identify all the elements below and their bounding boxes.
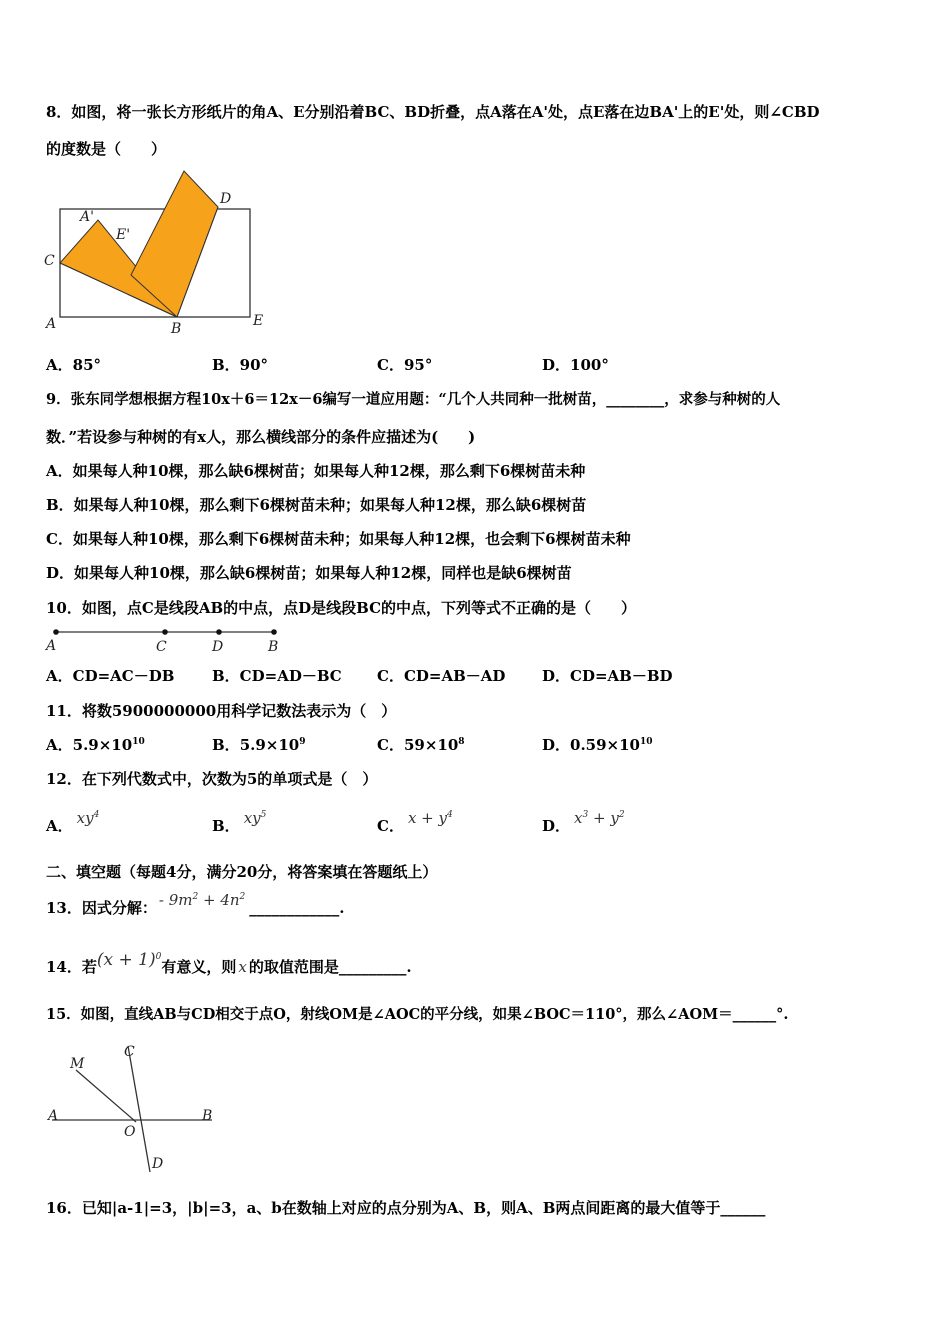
q14-var: x <box>238 958 247 976</box>
q8-label-e: E <box>253 313 264 329</box>
q15-label-c: C <box>124 1044 135 1060</box>
q16-stem: 16．已知|a-1|=3，|b|=3，a、b在数轴上对应的点分别为A、B，则A、B两点间距离的最大值等于______ <box>46 1199 766 1217</box>
q10-point-a <box>53 629 59 635</box>
q11-option-c-label: C． <box>377 736 404 754</box>
q8-label-e-prime: E' <box>116 227 131 243</box>
q12-option-b <box>212 808 267 835</box>
q14-exp: 0 <box>155 952 162 962</box>
q8-figure <box>40 165 280 340</box>
q10-point-c <box>162 629 168 635</box>
q10-option-a: A．CD=AC－DB <box>46 667 175 685</box>
q8-label-b: B <box>171 321 182 337</box>
q8-label-a: A <box>46 316 57 332</box>
q13-expr-a: - 9m <box>158 891 193 909</box>
q12-option-d <box>542 808 625 835</box>
q10-stem: 10．如图，点C是线段AB的中点，点D是线段BC的中点，下列等式不正确的是（ ） <box>46 599 637 617</box>
q12-option-a <box>46 808 100 835</box>
q11-option-b-label: B． <box>212 736 240 754</box>
q10-label-a: A <box>46 638 57 654</box>
q12-stem: 12．在下列代数式中，次数为5的单项式是（ ） <box>46 770 378 788</box>
q15-label-m: M <box>70 1056 85 1072</box>
q11-option-b-exp: 9 <box>299 737 306 747</box>
q15-line-cd <box>128 1046 150 1172</box>
q10-label-d: D <box>212 639 224 655</box>
q14-prefix: 14．若 <box>46 958 97 976</box>
q11-option-d-base: 0.59×10 <box>570 736 640 754</box>
q15-stem: 15．如图，直线AB与CD相交于点O，射线OM是∠AOC的平分线，如果∠BOC＝110°，那么∠AOM＝______°. <box>46 1006 789 1023</box>
q10-label-c: C <box>156 639 167 655</box>
q15-ray-om <box>76 1070 136 1122</box>
q12-option-c <box>377 808 453 835</box>
q11-option-b <box>212 735 306 755</box>
q8-option-c: C．95° <box>377 356 433 374</box>
q13-exp-b: 2 <box>239 892 246 902</box>
q15-label-d: D <box>152 1156 164 1172</box>
q13-expr-b: + 4n <box>198 891 240 909</box>
q10-label-b: B <box>268 639 279 655</box>
q11-option-c-base: 59×10 <box>403 736 459 754</box>
q10-option-c: C．CD=AB－AD <box>377 667 506 685</box>
q14-expr: (x + 1) <box>96 950 156 970</box>
q9-stem-line2: 数．”若设参与种树的有x人，那么横线部分的条件应描述为( ) <box>46 428 476 446</box>
q11-option-a-exp: 10 <box>132 737 145 747</box>
q11-option-a-base: 5.9×10 <box>72 736 133 754</box>
q11-option-d-label: D． <box>542 736 571 754</box>
q12-option-c-exp: 4 <box>447 810 453 820</box>
q12-option-d-expr-a: x <box>574 809 583 827</box>
q12-option-d-exp-b: 2 <box>618 810 625 820</box>
q11-option-a <box>46 735 145 755</box>
q10-option-d: D．CD=AB－BD <box>542 667 673 685</box>
q14-suffix: 的取值范围是_________. <box>248 958 412 976</box>
q12-option-d-expr-b: + y <box>588 809 619 827</box>
q12-option-b-expr: xy <box>243 809 261 827</box>
q11-stem: 11．将数5900000000用科学记数法表示为（ ） <box>46 702 397 720</box>
q15-label-o: O <box>124 1124 136 1140</box>
q15-label-b: B <box>202 1108 213 1124</box>
q11-option-c <box>377 735 465 755</box>
q9-option-d: D．如果每人种10棵，那么缺6棵树苗；如果每人种12棵，同样也是缺6棵树苗 <box>46 564 572 582</box>
q15-figure <box>40 1038 230 1178</box>
q8-option-a: A．85° <box>46 356 102 374</box>
q12-option-d-exp-a: 3 <box>582 810 589 820</box>
q12-option-c-label: C． <box>377 817 404 835</box>
q9-option-a: A．如果每人种10棵，那么缺6棵树苗；如果每人种12棵，那么剩下6棵树苗未种 <box>46 462 586 480</box>
q11-option-c-exp: 8 <box>458 737 465 747</box>
q14-line <box>46 950 412 977</box>
q8-stem-line1: 8．如图，将一张长方形纸片的角A、E分别沿着BC、BD折叠，点A落在A'处，点E落在边BA'上的E'处，则∠CBD <box>46 103 820 121</box>
q15-label-a: A <box>48 1108 59 1124</box>
q10-point-b <box>271 629 277 635</box>
q11-option-d-exp: 10 <box>640 737 653 747</box>
q12-option-b-label: B． <box>212 817 240 835</box>
q8-label-d: D <box>220 191 232 207</box>
q12-option-a-label: A． <box>46 817 73 835</box>
q10-point-d <box>216 629 222 635</box>
q12-option-a-exp: 4 <box>93 810 100 820</box>
section2-heading: 二、填空题（每题4分，满分20分，将答案填在答题纸上） <box>46 863 438 881</box>
q14-middle: 有意义，则 <box>161 958 237 976</box>
q8-option-b: B．90° <box>212 356 269 374</box>
q11-option-a-label: A． <box>46 736 73 754</box>
q11-option-d <box>542 735 653 755</box>
q8-label-c: C <box>44 253 55 269</box>
q8-label-a-prime: A' <box>80 209 94 225</box>
q8-option-d: D．100° <box>542 356 609 374</box>
q10-figure <box>40 622 290 656</box>
q12-option-c-expr: x + y <box>407 809 447 827</box>
q9-option-b: B．如果每人种10棵，那么剩下6棵树苗未种；如果每人种12棵，那么缺6棵树苗 <box>46 496 587 514</box>
q12-option-a-expr: xy <box>76 809 94 827</box>
q12-option-b-exp: 5 <box>260 810 267 820</box>
q13-prefix: 13．因式分解： <box>46 899 157 917</box>
q13-suffix: ____________. <box>249 899 345 917</box>
q10-option-b: B．CD=AD－BC <box>212 667 342 685</box>
q9-option-c: C．如果每人种10棵，那么剩下6棵树苗未种；如果每人种12棵，也会剩下6棵树苗未种 <box>46 530 631 548</box>
q8-stem-line2: 的度数是（ ） <box>46 140 167 158</box>
q13-line <box>46 891 345 918</box>
q9-stem-line1: 9．张东同学想根据方程10x＋6＝12x－6编写一道应用题：“几个人共同种一批树苗，________，求参与种树的人 <box>46 391 781 408</box>
q11-option-b-base: 5.9×10 <box>239 736 300 754</box>
q13-exp-a: 2 <box>192 892 199 902</box>
q12-option-d-label: D． <box>542 817 571 835</box>
